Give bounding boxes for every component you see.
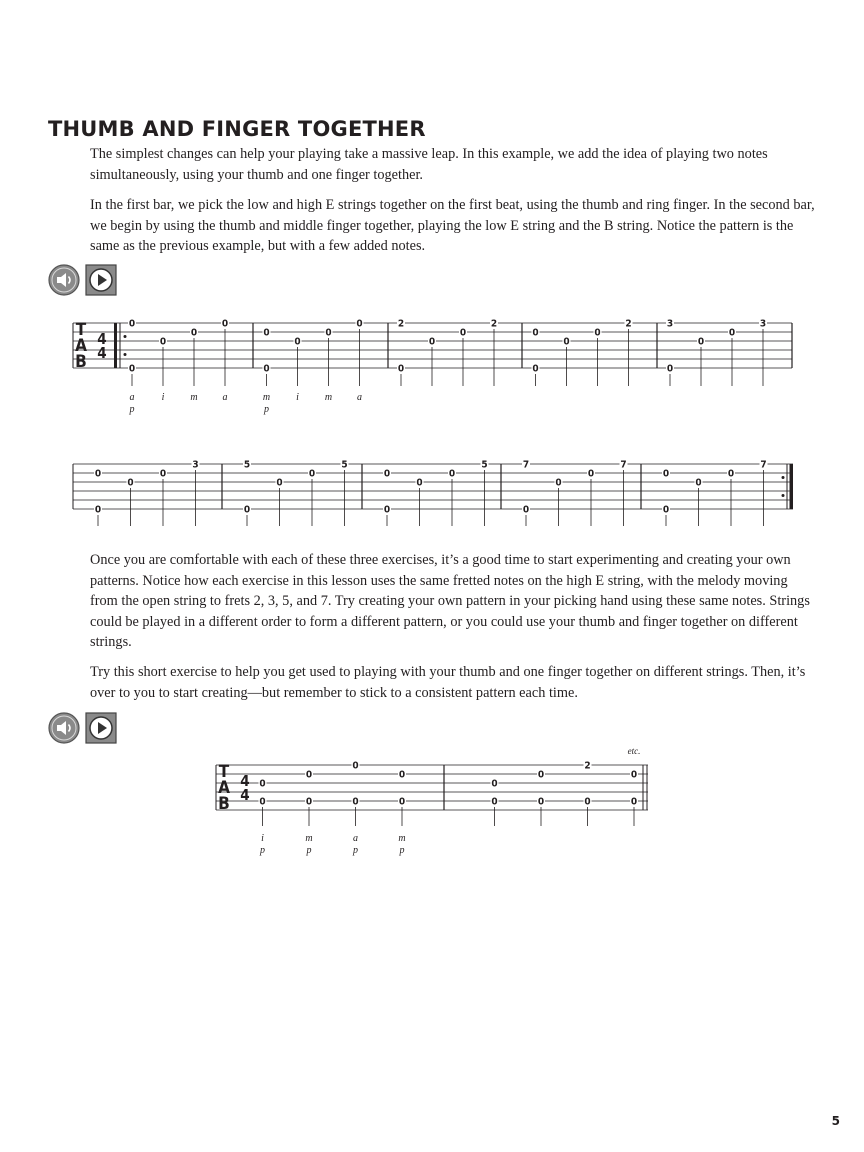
tab-clef-t: T <box>75 320 87 340</box>
fret-number: 5 <box>341 459 348 471</box>
fret-number: 2 <box>397 318 405 330</box>
fret-number: 5 <box>481 459 488 471</box>
fret-number: 0 <box>263 363 270 375</box>
fret-number: 0 <box>398 796 406 808</box>
fret-number: 0 <box>325 327 332 339</box>
picking-finger: p <box>129 404 135 415</box>
fret-number: 0 <box>459 327 467 339</box>
paragraph-first-bar: In the first bar, we pick the low and high E strings together on the first beat, using the thumb and ring finger. In the second bar, we begin by using the thumb and middle finger together, playing the low E string and the B string. Notice the pattern is the same as the previous example, but with a few added notes. <box>90 197 815 254</box>
picking-finger: a <box>222 392 228 403</box>
fret-number: 0 <box>128 363 136 375</box>
fret-number: 0 <box>383 468 391 480</box>
fret-number: 3 <box>666 318 674 330</box>
fret-number: 0 <box>416 477 423 489</box>
fret-number: 0 <box>532 363 539 375</box>
fret-number: 0 <box>94 504 102 516</box>
fret-number: 0 <box>397 363 405 375</box>
paragraph-intro: The simplest changes can help your playing take a massive leap. In this example, we add the idea of playing two notes simultaneously, using your thumb and one finger together. <box>90 146 768 183</box>
fret-number: 0 <box>94 468 102 480</box>
final-thick-bar <box>790 464 794 509</box>
repeat-thick-bar <box>114 323 117 368</box>
fret-number: 0 <box>305 796 313 808</box>
fret-number: 3 <box>192 459 199 471</box>
paragraph-experimenting: Once you are comfortable with each of these three exercises, it’s a good time to start experimenting and creating your own patterns. Notice how each exercise in this lesson uses the same fretted notes on the high E string, with the melody moving from the open string to frets 2, 3, 5, and 7. Try creating your own pattern in your picking hand using these same notes. Strings could be played in a different order to form a different pattern, or you could use your thumb and finger together on different strings. <box>90 552 810 650</box>
fret-number: 0 <box>695 477 702 489</box>
time-signature-bottom: 4 <box>97 344 107 362</box>
tab-clef-t: T <box>218 762 230 782</box>
picking-finger: i <box>296 392 299 403</box>
picking-finger: m <box>324 392 333 403</box>
fret-number: 2 <box>584 760 591 772</box>
fret-number: 0 <box>356 318 363 330</box>
fret-number: 7 <box>620 459 627 471</box>
fret-number: 0 <box>243 504 251 516</box>
fret-number: 5 <box>243 459 251 471</box>
repeat-dot <box>782 476 785 479</box>
fret-number: 0 <box>697 336 705 348</box>
speaker-icon[interactable] <box>48 264 80 296</box>
fret-number: 2 <box>490 318 498 330</box>
fret-number: 0 <box>537 796 545 808</box>
tab-clef-b: B <box>218 794 230 814</box>
fret-number: 0 <box>448 468 456 480</box>
paragraph-short-exercise: Try this short exercise to help you get used to playing with your thumb and one finger together on different strings. Then, it’s over to you to start creating—but remember to stick to a consistent pattern each time. <box>90 664 806 701</box>
fret-number: 0 <box>383 504 391 516</box>
play-icon[interactable] <box>85 264 117 296</box>
picking-finger: a <box>353 833 358 844</box>
fret-number: 0 <box>128 318 136 330</box>
tab-staff-exercise <box>0 740 864 870</box>
fret-number: 0 <box>491 778 498 790</box>
tab-clef-a: A <box>75 336 87 356</box>
picking-finger: m <box>398 833 406 844</box>
picking-finger: p <box>260 845 265 856</box>
fret-number: 7 <box>760 459 767 471</box>
media-controls-1 <box>48 264 124 296</box>
fret-number: 0 <box>159 468 167 480</box>
picking-finger: a <box>129 392 135 403</box>
time-signature-top: 4 <box>97 330 107 348</box>
page-number: 5 <box>831 1114 840 1128</box>
fret-number: 0 <box>532 327 539 339</box>
picking-finger: m <box>305 833 313 844</box>
picking-finger: p <box>306 845 312 856</box>
picking-finger: i <box>161 392 165 403</box>
fret-number: 0 <box>276 477 283 489</box>
tab-clef-a: A <box>218 778 230 798</box>
etc-label: etc. <box>627 746 641 756</box>
fret-number: 0 <box>728 327 736 339</box>
fret-number: 0 <box>308 468 316 480</box>
fret-number: 0 <box>537 769 545 781</box>
fret-number: 0 <box>584 796 591 808</box>
fret-number: 0 <box>662 468 670 480</box>
picking-finger: m <box>190 392 198 403</box>
picking-finger: i <box>261 833 264 844</box>
fret-number: 0 <box>587 468 595 480</box>
fret-number: 0 <box>398 769 406 781</box>
time-signature-top: 4 <box>240 772 250 790</box>
fret-number: 0 <box>727 468 735 480</box>
fret-number: 0 <box>305 769 313 781</box>
fret-number: 0 <box>294 336 301 348</box>
fret-number: 0 <box>127 477 134 489</box>
fret-number: 0 <box>221 318 229 330</box>
fret-number: 0 <box>563 336 570 348</box>
picking-finger: a <box>357 392 362 403</box>
repeat-dot <box>124 353 127 356</box>
picking-finger: p <box>264 404 269 415</box>
fret-number: 0 <box>428 336 436 348</box>
fret-number: 0 <box>630 796 638 808</box>
fret-number: 0 <box>190 327 198 339</box>
repeat-dot <box>124 335 127 338</box>
tab-clef-b: B <box>75 352 87 372</box>
fret-number: 0 <box>491 796 498 808</box>
repeat-dot <box>782 494 785 497</box>
picking-finger: p <box>353 845 358 856</box>
fret-number: 0 <box>352 796 359 808</box>
fret-number: 0 <box>662 504 670 516</box>
time-signature-bottom: 4 <box>240 786 250 804</box>
picking-finger: p <box>399 845 405 856</box>
fret-number: 0 <box>666 363 674 375</box>
section-heading: THUMB AND FINGER TOGETHER <box>48 117 426 141</box>
fret-number: 0 <box>263 327 270 339</box>
fret-number: 3 <box>759 318 767 330</box>
fret-number: 0 <box>555 477 562 489</box>
fret-number: 7 <box>522 459 530 471</box>
fret-number: 0 <box>352 760 359 772</box>
fret-number: 0 <box>259 796 266 808</box>
fret-number: 0 <box>630 769 638 781</box>
fret-number: 2 <box>625 318 632 330</box>
tab-staff-system-1 <box>0 300 864 430</box>
fret-number: 0 <box>594 327 601 339</box>
picking-finger: m <box>262 392 271 403</box>
fret-number: 0 <box>259 778 266 790</box>
tab-staff-system-2 <box>0 440 864 540</box>
fret-number: 0 <box>522 504 530 516</box>
fret-number: 0 <box>159 336 167 348</box>
